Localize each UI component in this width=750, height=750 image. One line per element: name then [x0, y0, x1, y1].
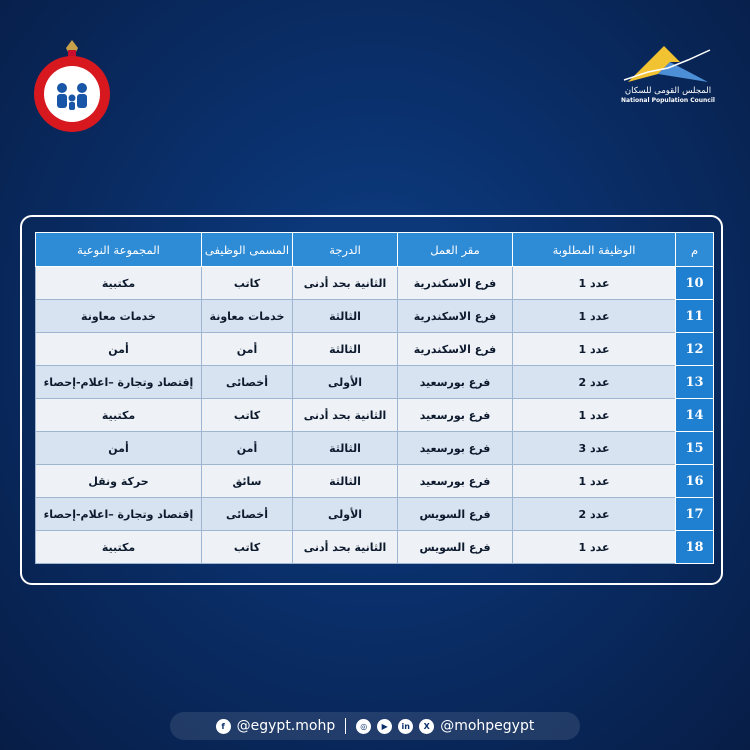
other-handle[interactable]: @mohpegypt — [440, 718, 535, 734]
cell-job-title: كاتب — [202, 267, 293, 300]
cell-group: مكتبية — [36, 531, 202, 564]
ministry-logo — [30, 38, 114, 134]
table-header-row — [36, 233, 714, 267]
header-group: المجموعة النوعية — [36, 233, 202, 267]
header-grade: الدرجة — [293, 233, 398, 267]
table-row — [36, 300, 714, 333]
instagram-icon[interactable]: ◎ — [356, 719, 371, 734]
cell-group: خدمات معاونة — [36, 300, 202, 333]
cell-job-title: خدمات معاونة — [202, 300, 293, 333]
header-number: م — [676, 233, 714, 267]
cell-grade: الثانية بحد أدنى — [293, 531, 398, 564]
header-workplace: مقر العمل — [398, 233, 513, 267]
cell-grade: الأولى — [293, 366, 398, 399]
cell-group: أمن — [36, 333, 202, 366]
cell-workplace: فرع السويس — [398, 531, 513, 564]
cell-grade: الثانية بحد أدنى — [293, 399, 398, 432]
facebook-icon[interactable]: f — [216, 719, 231, 734]
cell-job-title: أخصائى — [202, 366, 293, 399]
cell-number: 11 — [676, 300, 714, 333]
cell-workplace: فرع الاسكندرية — [398, 267, 513, 300]
cell-job-title: كاتب — [202, 531, 293, 564]
cell-workplace: فرع بورسعيد — [398, 366, 513, 399]
cell-workplace: فرع بورسعيد — [398, 399, 513, 432]
table-row — [36, 366, 714, 399]
cell-number: 12 — [676, 333, 714, 366]
cell-required-job: عدد 2 — [513, 498, 676, 531]
cell-number: 17 — [676, 498, 714, 531]
jobs-table — [35, 232, 714, 564]
table-row — [36, 498, 714, 531]
cell-required-job: عدد 2 — [513, 366, 676, 399]
cell-job-title: أمن — [202, 432, 293, 465]
cell-group: إقتصاد وتجارة –اعلام-إحصاء — [36, 366, 202, 399]
footer-divider — [345, 718, 346, 734]
cell-required-job: عدد 1 — [513, 399, 676, 432]
cell-workplace: فرع الاسكندرية — [398, 333, 513, 366]
cell-required-job: عدد 1 — [513, 531, 676, 564]
cell-grade: الثانية بحد أدنى — [293, 267, 398, 300]
cell-group: حركة ونقل — [36, 465, 202, 498]
header-required-job: الوظيفة المطلوبة — [513, 233, 676, 267]
population-council-logo — [618, 42, 718, 108]
cell-job-title: سائق — [202, 465, 293, 498]
table-row — [36, 333, 714, 366]
cell-number: 13 — [676, 366, 714, 399]
cell-required-job: عدد 1 — [513, 333, 676, 366]
table-row — [36, 465, 714, 498]
council-name-ar: المجلس القومى للسكان — [624, 86, 712, 96]
cell-grade: الثالثة — [293, 333, 398, 366]
cell-group: مكتبية — [36, 399, 202, 432]
x-icon[interactable]: X — [419, 719, 434, 734]
cell-job-title: كاتب — [202, 399, 293, 432]
cell-required-job: عدد 1 — [513, 300, 676, 333]
table-row — [36, 531, 714, 564]
cell-number: 10 — [676, 267, 714, 300]
cell-group: أمن — [36, 432, 202, 465]
cell-grade: الثالثة — [293, 300, 398, 333]
cell-grade: الأولى — [293, 498, 398, 531]
council-name-en: National Population Council — [621, 97, 715, 104]
cell-required-job: عدد 1 — [513, 267, 676, 300]
facebook-handle[interactable]: @egypt.mohp — [236, 718, 336, 734]
cell-group: مكتبية — [36, 267, 202, 300]
cell-grade: الثالثة — [293, 432, 398, 465]
cell-workplace: فرع الاسكندرية — [398, 300, 513, 333]
cell-job-title: أمن — [202, 333, 293, 366]
cell-number: 16 — [676, 465, 714, 498]
table-row — [36, 432, 714, 465]
cell-required-job: عدد 3 — [513, 432, 676, 465]
cell-job-title: أخصائى — [202, 498, 293, 531]
table-row — [36, 399, 714, 432]
table-row — [36, 267, 714, 300]
cell-number: 14 — [676, 399, 714, 432]
youtube-icon[interactable]: ▶ — [377, 719, 392, 734]
cell-workplace: فرع بورسعيد — [398, 465, 513, 498]
cell-workplace: فرع بورسعيد — [398, 432, 513, 465]
linkedin-icon[interactable]: in — [398, 719, 413, 734]
cell-group: إقتصاد وتجارة –اعلام-إحصاء — [36, 498, 202, 531]
cell-number: 15 — [676, 432, 714, 465]
cell-required-job: عدد 1 — [513, 465, 676, 498]
cell-grade: الثالثة — [293, 465, 398, 498]
social-footer — [170, 712, 580, 740]
cell-workplace: فرع السويس — [398, 498, 513, 531]
header-job-title: المسمى الوظيفى — [202, 233, 293, 267]
cell-number: 18 — [676, 531, 714, 564]
